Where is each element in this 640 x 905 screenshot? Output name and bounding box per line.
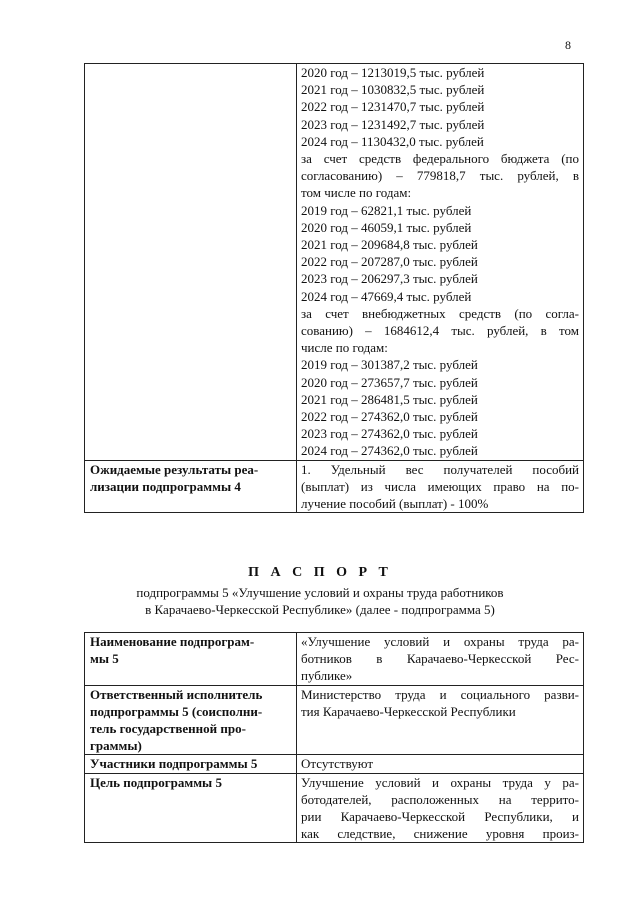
executor-value-cell xyxy=(297,685,584,755)
row-value: «Улучшение условий и охраны труда ра- xyxy=(301,634,579,649)
federal-text: согласованию) – 779818,7 тыс. рублей, в xyxy=(301,168,579,184)
extra-year-line: 2024 год – 274362,0 тыс. рублей xyxy=(301,443,478,459)
federal-year-line: 2019 год – 62821,1 тыс. рублей xyxy=(301,202,472,218)
name-label-cell xyxy=(85,633,297,686)
participants-label-cell xyxy=(85,755,297,773)
results-value: лучение пособий (выплат) - 100% xyxy=(301,496,489,512)
federal-year-line: 2022 год – 207287,0 тыс. рублей xyxy=(301,254,478,270)
table-row xyxy=(85,460,584,513)
federal-text: том числе по годам: xyxy=(301,185,412,201)
row-value: Улучшение условий и охраны труда у ра- xyxy=(301,774,579,790)
federal-year-line: 2021 год – 209684,8 тыс. рублей xyxy=(301,237,478,253)
page-number: 8 xyxy=(565,38,571,52)
row-value: ботников в Карачаево-Черкесской Рес- xyxy=(301,651,579,667)
table-row xyxy=(85,773,584,843)
year-line: 2021 год – 1030832,5 тыс. рублей xyxy=(301,82,485,98)
row-label: Ответственный исполнитель xyxy=(90,686,263,702)
extra-year-line: 2019 год – 301387,2 тыс. рублей xyxy=(301,357,478,373)
row-label: мы 5 xyxy=(90,651,119,667)
federal-year-line: 2020 год – 46059,1 тыс. рублей xyxy=(301,219,472,235)
row-label: тель государственной про- xyxy=(90,721,246,737)
passport-subtitle: в Карачаево-Черкесской Республике» (далее - подпрограмма 5) xyxy=(145,602,495,617)
table-row xyxy=(85,633,584,686)
row-value: как следствие, снижение уровня произ- xyxy=(301,826,579,842)
year-line: 2022 год – 1231470,7 тыс. рублей xyxy=(301,99,485,115)
year-line: 2020 год – 1213019,5 тыс. рублей xyxy=(301,65,485,80)
results-value-cell xyxy=(297,460,584,513)
year-line: 2023 год – 1231492,7 тыс. рублей xyxy=(301,116,485,132)
federal-year-line: 2023 год – 206297,3 тыс. рублей xyxy=(301,271,478,287)
results-value: 1. Удельный вес получателей пособий xyxy=(301,461,579,477)
year-line: 2024 год – 1130432,0 тыс. рублей xyxy=(301,133,484,149)
row-label: подпрограммы 5 (соисполни- xyxy=(90,703,263,719)
row-label: Наименование подпрограм- xyxy=(90,634,255,649)
row-value: рии Карачаево-Черкесской Республики, и xyxy=(301,809,579,825)
empty-label-cell xyxy=(85,64,297,461)
goal-value-cell xyxy=(297,773,584,843)
extra-year-line: 2023 год – 274362,0 тыс. рублей xyxy=(301,426,478,442)
row-value: Отсутствуют xyxy=(301,756,374,772)
finance-value-cell xyxy=(297,64,584,461)
extra-year-line: 2022 год – 274362,0 тыс. рублей xyxy=(301,409,478,425)
row-value: тия Карачаево-Черкесской Республики xyxy=(301,703,516,719)
row-label: Участники подпрограммы 5 xyxy=(90,756,258,772)
passport-title: П А С П О Р Т xyxy=(248,565,392,580)
participants-value-cell xyxy=(297,755,584,773)
row-value: публике» xyxy=(301,668,353,684)
goal-label-cell xyxy=(85,773,297,843)
results-label: лизации подпрограммы 4 xyxy=(90,478,241,494)
row-value: Министерство труда и социального разви- xyxy=(301,686,579,702)
results-value: (выплат) из числа имеющих право на по- xyxy=(301,478,579,494)
table-row xyxy=(85,685,584,755)
row-value: ботодателей, расположенных на террито- xyxy=(301,791,579,807)
extra-budget-text: числе по годам: xyxy=(301,340,388,356)
federal-text: за счет средств федерального бюджета (по xyxy=(301,151,579,167)
table-row xyxy=(85,755,584,773)
row-label: граммы) xyxy=(90,738,142,754)
passport-subtitle: подпрограммы 5 «Улучшение условий и охраны труда работников xyxy=(136,585,504,600)
extra-budget-text: за счет внебюджетных средств (по согла- xyxy=(301,305,579,321)
results-label: Ожидаемые результаты реа- xyxy=(90,461,259,477)
extra-year-line: 2021 год – 286481,5 тыс. рублей xyxy=(301,391,478,407)
executor-label-cell xyxy=(85,685,297,755)
extra-year-line: 2020 год – 273657,7 тыс. рублей xyxy=(301,374,478,390)
name-value-cell xyxy=(297,633,584,686)
federal-year-line: 2024 год – 47669,4 тыс. рублей xyxy=(301,288,472,304)
extra-budget-text: сованию) – 1684612,4 тыс. рублей, в том xyxy=(301,323,579,339)
table-row xyxy=(85,64,584,461)
finance-table xyxy=(84,63,584,513)
results-label-cell xyxy=(85,460,297,513)
passport-table xyxy=(84,632,584,843)
row-label: Цель подпрограммы 5 xyxy=(90,774,222,790)
